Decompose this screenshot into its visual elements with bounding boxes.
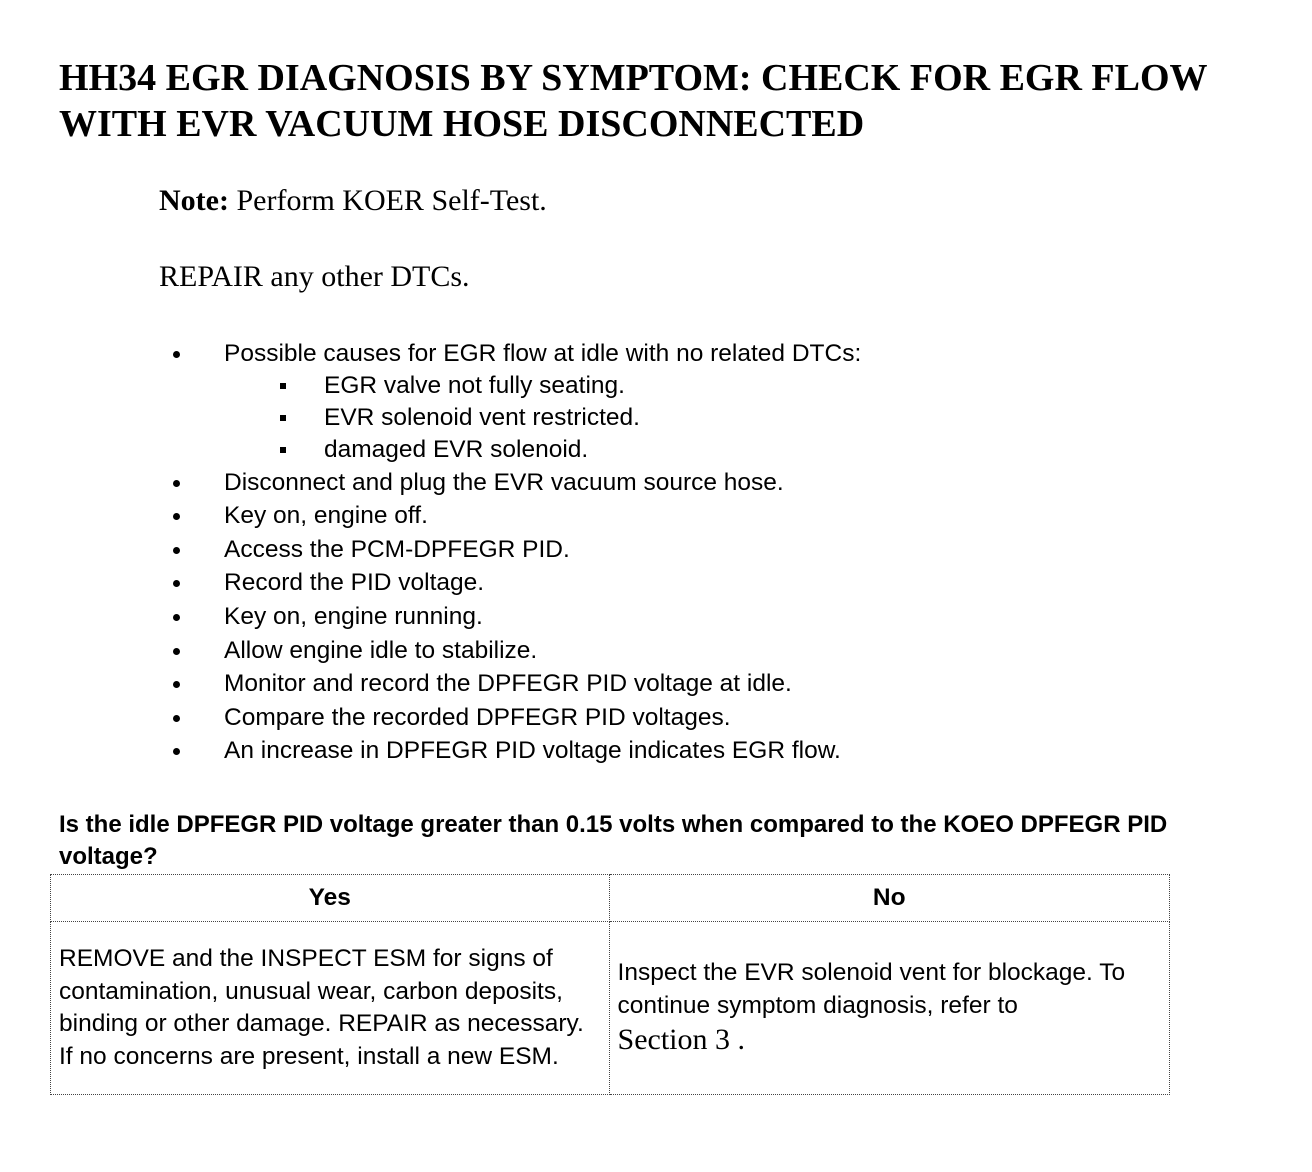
repair-instruction: REPAIR any other DTCs. <box>159 260 470 293</box>
step-text: Allow engine idle to stabilize. <box>224 636 538 664</box>
section-link-suffix: . <box>730 1023 746 1057</box>
page-title: HH34 EGR DIAGNOSIS BY SYMPTOM: CHECK FOR EGR FLOW WITH EVR VACUUM HOSE DISCONNECTED <box>59 57 1207 145</box>
step-text: Record the PID voltage. <box>224 569 485 597</box>
step-item <box>224 499 861 533</box>
step-item <box>224 734 861 768</box>
step-text: Monitor and record the DPFEGR PID voltage at idle. <box>224 670 792 698</box>
table-header-row <box>51 875 1170 922</box>
bullet-icon <box>173 614 180 621</box>
step-text: An increase in DPFEGR PID voltage indicates EGR flow. <box>224 737 841 765</box>
bullet-icon <box>173 480 180 487</box>
square-bullet-icon <box>280 447 286 453</box>
step-item <box>224 533 861 567</box>
bullet-icon <box>173 547 180 554</box>
bullet-icon <box>173 513 180 520</box>
note-line <box>159 183 547 219</box>
square-bullet-icon <box>280 383 286 389</box>
bullet-icon <box>173 351 180 358</box>
cause-item <box>324 402 861 434</box>
cause-text: EVR solenoid vent restricted. <box>324 403 640 431</box>
yes-header: Yes <box>51 875 610 922</box>
bullet-icon <box>173 681 180 688</box>
diagnostic-question: Is the idle DPFEGR PID voltage greater than 0.15 volts when compared to the KOEO DPFEGR PID voltage? <box>59 811 1168 870</box>
step-item <box>224 566 861 600</box>
no-action-text: Inspect the EVR solenoid vent for blockage. To continue symptom diagnosis, refer to <box>617 959 1126 1019</box>
step-text: Key on, engine off. <box>224 502 428 530</box>
bullet-icon <box>173 648 180 655</box>
step-text: Possible causes for EGR flow at idle with no related DTCs: <box>224 340 862 367</box>
procedure-steps-list <box>224 337 861 768</box>
bullet-icon <box>173 580 180 587</box>
note-label: Note: <box>159 184 229 217</box>
step-text: Compare the recorded DPFEGR PID voltages. <box>224 703 731 731</box>
step-item <box>224 667 861 701</box>
yes-action-cell: REMOVE and the INSPECT ESM for signs of contamination, unusual wear, carbon deposits, binding or other damage. REPAIR as necessary. If no concerns are present, install a new ESM. <box>51 922 610 1095</box>
step-text: Disconnect and plug the EVR vacuum source hose. <box>224 468 784 496</box>
step-text: Access the PCM-DPFEGR PID. <box>224 535 570 563</box>
section-link[interactable]: Section 3 <box>617 1023 731 1057</box>
step-item <box>224 634 861 668</box>
cause-item <box>324 370 861 402</box>
step-item <box>224 600 861 634</box>
cause-text: damaged EVR solenoid. <box>324 435 589 463</box>
no-action-cell <box>609 922 1169 1095</box>
no-header: No <box>609 875 1169 922</box>
yes-no-table <box>50 874 1170 1095</box>
cause-text: EGR valve not fully seating. <box>324 371 625 399</box>
bullet-icon <box>173 715 180 722</box>
possible-causes-list <box>224 370 861 466</box>
step-item <box>224 701 861 735</box>
bullet-icon <box>173 748 180 755</box>
table-row <box>51 922 1170 1095</box>
cause-item <box>324 434 861 466</box>
square-bullet-icon <box>280 415 286 421</box>
step-text: Key on, engine running. <box>224 602 483 630</box>
note-text: Perform KOER Self-Test. <box>228 184 547 217</box>
step-item <box>224 337 861 466</box>
step-item <box>224 466 861 500</box>
